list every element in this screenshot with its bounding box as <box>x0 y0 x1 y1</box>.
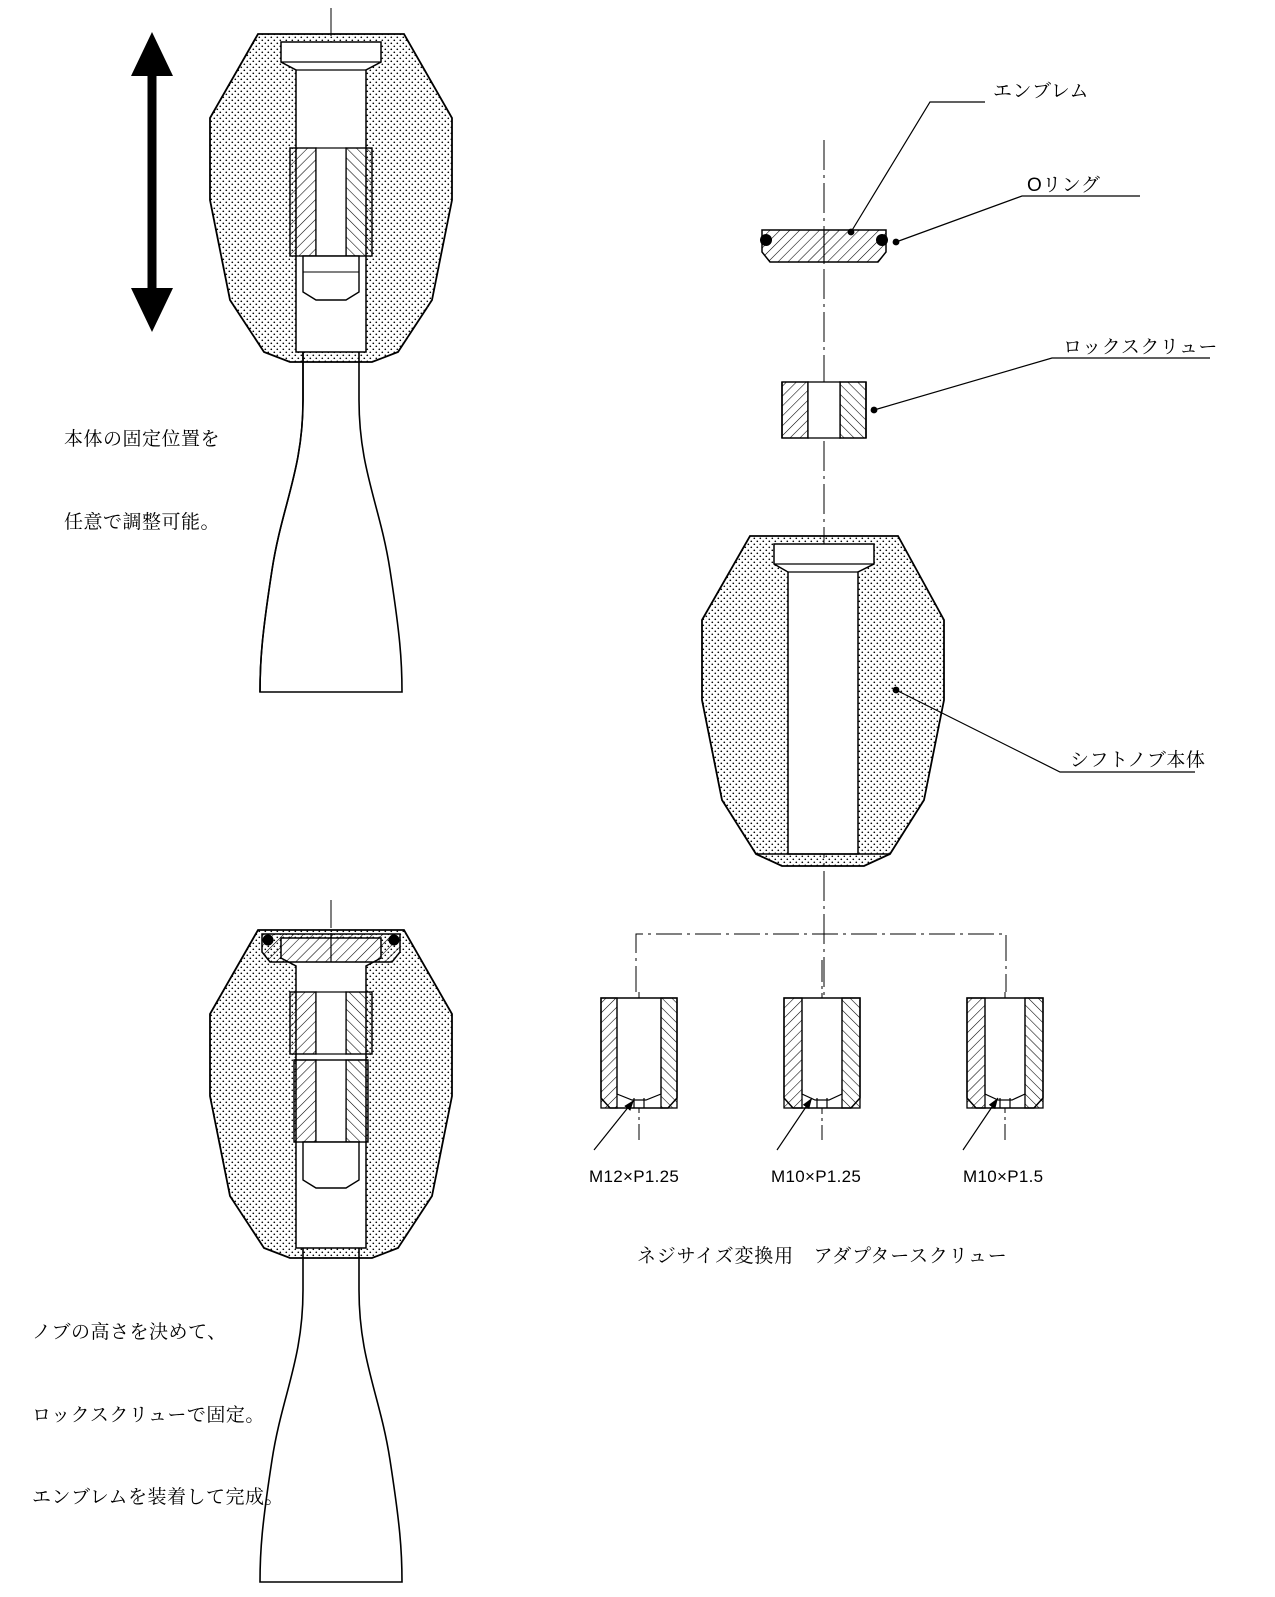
o-ring-section-right <box>876 234 888 246</box>
adapter-3-wall-right <box>1025 998 1043 1108</box>
part-adapter-m12-p125 <box>594 998 677 1150</box>
leader-lock-screw <box>874 358 1210 410</box>
leader-o-ring <box>896 196 1140 242</box>
lock-screw-bottom-left-right <box>346 992 372 1054</box>
leader-emblem <box>851 102 985 232</box>
note-top <box>64 371 220 564</box>
lock-screw-bore <box>808 382 840 438</box>
adjust-range-arrow <box>131 32 173 332</box>
part-adapter-m10-p15 <box>963 998 1043 1150</box>
adapter-1-wall-right <box>661 998 677 1108</box>
o-ring-section-left <box>760 234 772 246</box>
callout-label-o-ring: Oリング <box>1027 175 1101 196</box>
callout-label-lock-screw: ロックスクリュー <box>1063 337 1218 358</box>
note-bottom <box>32 1264 284 1539</box>
adapter-bottom-left-right <box>346 1060 368 1142</box>
note-bottom-line-2: ロックスクリューで固定。 <box>32 1404 265 1426</box>
lock-screw-bottom-left-bore <box>316 992 346 1054</box>
callout-label-emblem: エンブレム <box>993 81 1089 102</box>
lock-screw-left-wall <box>782 382 808 438</box>
part-adapter-m10-p125 <box>777 998 860 1150</box>
lock-screw-top-left-right <box>346 148 372 256</box>
adapter-section-caption: ネジサイズ変換用 アダプタースクリュー <box>637 1246 1008 1267</box>
part-knob-body <box>702 536 944 866</box>
leader-lock-screw-dot <box>871 407 878 414</box>
adapter-label-m10-p15: M10×P1.5 <box>963 1167 1044 1186</box>
adapter-screw-top-left <box>303 256 359 300</box>
o-ring-installed-left <box>263 935 274 946</box>
leader-emblem-dot <box>848 229 855 236</box>
adapter-bottom-left-left <box>294 1060 316 1142</box>
lock-screw-top-left-left <box>290 148 316 256</box>
adapter-2-wall-left <box>784 998 802 1108</box>
adapter-3-wall-left <box>967 998 985 1108</box>
leader-knob-body-dot <box>893 687 900 694</box>
adapter-bracket-line <box>636 934 1006 992</box>
adapter-label-m10-p125: M10×P1.25 <box>771 1167 862 1186</box>
lock-screw-right-wall <box>840 382 866 438</box>
lock-screw-bottom-left-left <box>290 992 316 1054</box>
leader-o-ring-dot <box>893 239 900 246</box>
lever-tip-bottom <box>303 1142 359 1188</box>
lock-screw-top-left-bore <box>316 148 346 256</box>
adapter-bottom-left-bore <box>316 1060 346 1142</box>
note-bottom-line-3: エンブレムを装着して完成。 <box>32 1487 284 1509</box>
adapter-1-wall-left <box>601 998 617 1108</box>
adapter-label-m12-p125: M12×P1.25 <box>589 1167 680 1186</box>
o-ring-installed-right <box>389 935 400 946</box>
note-bottom-line-1: ノブの高さを決めて、 <box>32 1322 227 1344</box>
emblem-installed <box>262 934 400 962</box>
note-top-line-1: 本体の固定位置を <box>64 429 221 451</box>
view-top-left-assembled <box>131 8 452 692</box>
adapter-2-wall-right <box>842 998 860 1108</box>
note-top-line-2: 任意で調整可能。 <box>64 511 221 533</box>
part-lock-screw <box>782 382 866 438</box>
view-right-exploded <box>594 102 1210 1150</box>
part-emblem <box>760 230 888 262</box>
callout-label-knob-body: シフトノブ本体 <box>1070 750 1206 771</box>
